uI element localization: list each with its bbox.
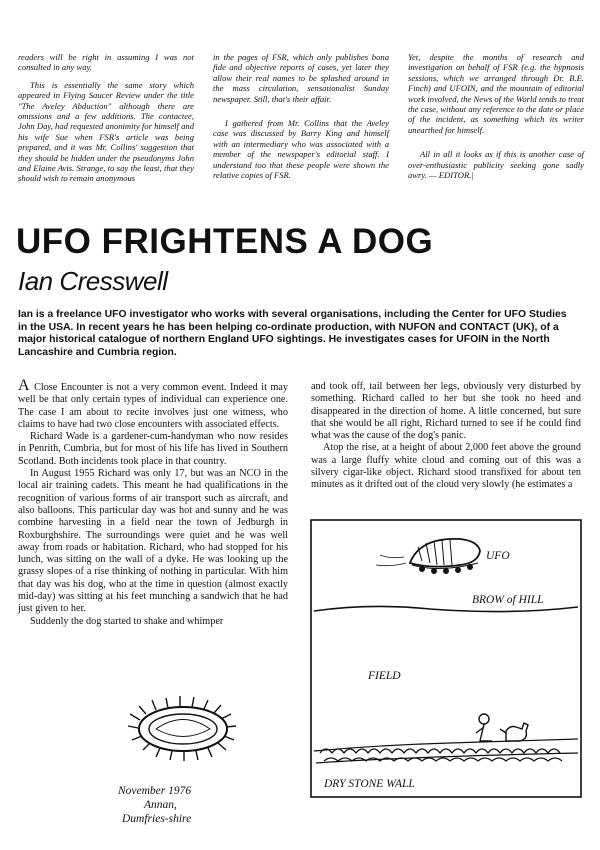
article-paragraph-2: Richard Wade is a gardener-cum-handyman who now resides in Penrith, Cumbria, but for most of his life has lived in Southern Scotland. Both incidents took place in that country. bbox=[18, 431, 288, 467]
sketch-county-label: Dumfries-shire bbox=[122, 813, 192, 825]
top-col2-para-1: in the pages of FSR, which only publishes bona fide and objective reports of cases, yet later they allow their real names to be splashed around in the mass circulation, sensationalist Sunday newspaper. Still, that's their affair. bbox=[213, 52, 389, 104]
top-column-1 bbox=[18, 52, 194, 191]
article-column-2 bbox=[311, 381, 581, 492]
top-col3-para-2: All in all it looks as if this is another case of over-enthusiastic publicity seeking gone sadly awry. — EDITOR.| bbox=[408, 149, 584, 181]
spiky-disc-drawing bbox=[128, 696, 236, 761]
top-col2-para-2: I gathered from Mr. Collins that the Aveley case was discussed by Barry King and himself with an intermediary who was associated with a member of the newspaper's editorial staff. I understand too that these people were shown the relative copies of FSR. bbox=[213, 118, 389, 181]
field-label: FIELD bbox=[368, 670, 401, 682]
dry-stone-wall-label: DRY STONE WALL bbox=[324, 778, 415, 790]
author-intro: Ian is a freelance UFO investigator who works with several organisations, including the Center for UFO Studies in the USA. In recent years he has been helping co-ordinate production, with NUFON and CONTACT (UK), of a major historical catalogue of northern England UFO sightings. He investigates cases for UFOIN in the North Lancashire and Cumbria region. bbox=[18, 309, 567, 358]
ufo-label: UFO bbox=[486, 550, 510, 562]
sketch-frame bbox=[311, 520, 581, 797]
article-paragraph-3: In August 1955 Richard was only 17, but was an NCO in the local air training cadets. This meant he had qualifications in the recognition of various forms of air transport such as aircraft, and also balloons. This particular day was hot and sunny and he was combine harvesting in a field near the town of Jedburgh in Roxburghshire. The surroundings were quiet and he was well away from roads or habitation. Richard, who had stopped for his lunch, was sitting on the wall of a dyke. He was looking up the grassy slopes of a rise thinking of nothing in particular. With him that day was his dog, who at the time in question (almost exactly mid-day) was sitting at his feet munching a sandwich that he had just given to her. bbox=[18, 468, 288, 615]
article-byline: Ian Cresswell bbox=[18, 266, 168, 296]
field-scene-sketch bbox=[310, 519, 582, 798]
top-column-3 bbox=[408, 52, 584, 187]
top-col3-para-1: Yet, despite the months of research and investigation on behalf of FSR (e.g. the hypnosis sessions, which we arranged through Dr. B.E. Finch) and UFOIN, and the mountain of editorial work involved, the News of the World tends to treat the case, without any reference to the date or place of the incident, as something which its writer unearthed for himself. bbox=[408, 52, 584, 135]
ufo-sun-sketch bbox=[108, 696, 288, 846]
article-headline: UFO FRIGHTENS A DOG bbox=[16, 222, 434, 261]
sketch-place-label: Annan, bbox=[144, 799, 177, 811]
article-column-1 bbox=[18, 377, 288, 628]
article-paragraph-4: Suddenly the dog started to shake and whimper bbox=[30, 615, 224, 627]
top-col1-para-2: This is essentially the same story which appeared in Flying Saucer Review under the title "The Aveley Abduction" although there are omissions and a few additions. The contactee, John Day, had requested anonimity for himself and his wife Sue when FSR's article was being prepared, and it was Mr. Collins' suggestion that they should be hidden under the pseudonyms John and Elaine Avis. Strange, to say the least, that they should wish to remain anonymous bbox=[18, 79, 194, 184]
brow-of-hill-label: BROW of HILL bbox=[472, 594, 544, 606]
top-column-2 bbox=[213, 52, 389, 187]
first-paragraph-text: Close Encounter is not a very common event. Indeed it may well be that only certain types of individual can experience one. The case I am about to recite involves just one witness, who claims to have had two close encounters with associated effects. bbox=[18, 382, 288, 430]
article-paragraph-6: Atop the rise, at a height of about 2,000 feet above the ground was a large fluffy white cloud and coming out of this was a silvery cigar-like object. Richard stood transfixed for about ten minutes as it drifted out of the cloud very slowly (he estimates a bbox=[311, 442, 581, 491]
article-paragraph-5: and took off, tail between her legs, obviously very disturbed by something. Richard called to her but she took no heed and disappeared in the direction of home. A little concerned, but sure that she would be all right, Richard turned to see if he could find what was the cause of the dog's panic. bbox=[311, 381, 581, 442]
article-paragraph-1 bbox=[18, 377, 288, 431]
sketch-date-label: November 1976 bbox=[118, 785, 192, 797]
top-col1-para-1: readers will be right in assuming I was not consulted in any way. bbox=[18, 52, 194, 73]
previous-article-columns bbox=[18, 52, 584, 212]
drop-cap: A bbox=[18, 377, 30, 394]
